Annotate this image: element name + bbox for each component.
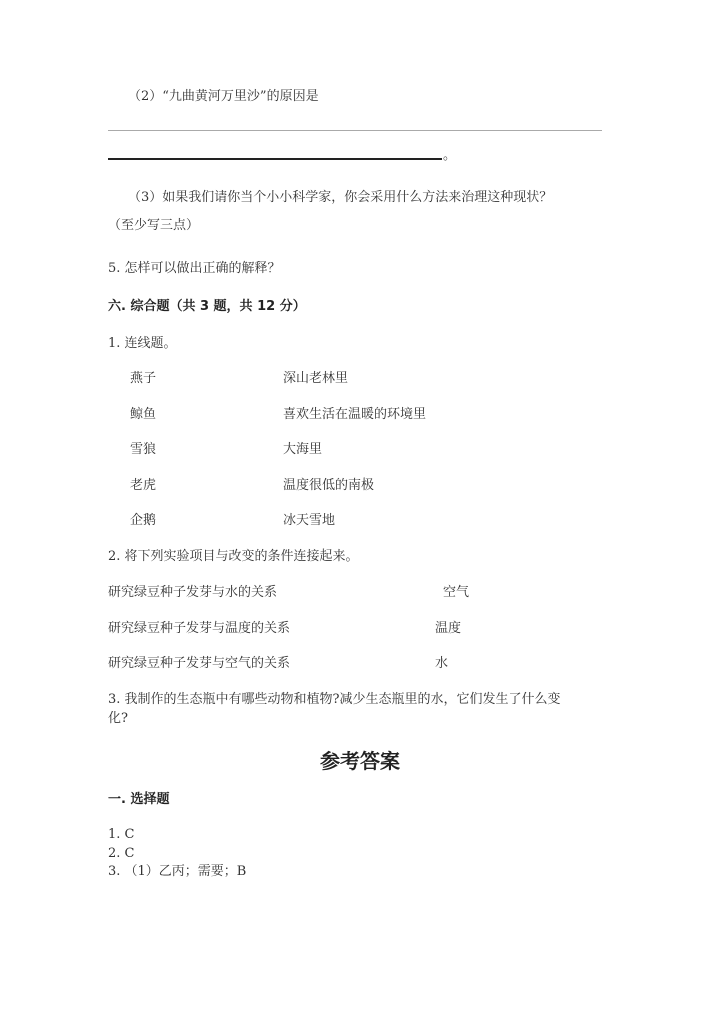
answers-section-1: 一. 选择题 <box>108 792 170 807</box>
condition-item: 温度 <box>435 621 462 636</box>
blank-period: 。 <box>443 148 457 163</box>
match-left-item: 企鹅 <box>130 513 157 528</box>
section-6-question-2: 2. 将下列实验项目与改变的条件连接起来。 <box>108 549 359 564</box>
match-left-item: 雪狼 <box>130 442 157 457</box>
answers-title: 参考答案 <box>320 749 400 773</box>
answer-item: 3. （1）乙丙；需要；B <box>108 864 247 879</box>
experiment-item: 研究绿豆种子发芽与温度的关系 <box>108 621 291 636</box>
section-6-heading: 六. 综合题（共 3 题，共 12 分） <box>108 299 306 314</box>
match-right-item: 温度很低的南极 <box>283 478 375 493</box>
match-right-item: 冰天雪地 <box>283 513 336 528</box>
match-left-item: 鲸鱼 <box>130 407 157 422</box>
match-left-item: 燕子 <box>130 371 157 386</box>
condition-item: 空气 <box>443 585 470 600</box>
match-right-item: 喜欢生活在温暖的环境里 <box>283 407 427 422</box>
section-6-question-3-cont: 化? <box>108 711 128 726</box>
condition-item: 水 <box>435 656 449 671</box>
answer-item: 1. C <box>108 827 135 842</box>
answer-line <box>108 130 602 131</box>
match-right-item: 深山老林里 <box>283 371 349 386</box>
match-right-item: 大海里 <box>283 442 323 457</box>
question-4-2: （2）“九曲黄河万里沙”的原因是 <box>128 89 319 104</box>
answer-underline <box>108 158 442 160</box>
section-6-question-3: 3. 我制作的生态瓶中有哪些动物和植物?减少生态瓶里的水，它们发生了什么变 <box>108 692 561 707</box>
question-4-3: （3）如果我们请你当个小小科学家，你会采用什么方法来治理这种现状？ <box>128 190 553 205</box>
answer-item: 2. C <box>108 846 135 861</box>
match-left-item: 老虎 <box>130 478 157 493</box>
question-5: 5. 怎样可以做出正确的解释？ <box>108 261 281 276</box>
section-6-question-1: 1. 连线题。 <box>108 336 177 351</box>
question-4-3-note: （至少写三点） <box>108 218 200 233</box>
experiment-item: 研究绿豆种子发芽与水的关系 <box>108 585 278 600</box>
experiment-item: 研究绿豆种子发芽与空气的关系 <box>108 656 291 671</box>
